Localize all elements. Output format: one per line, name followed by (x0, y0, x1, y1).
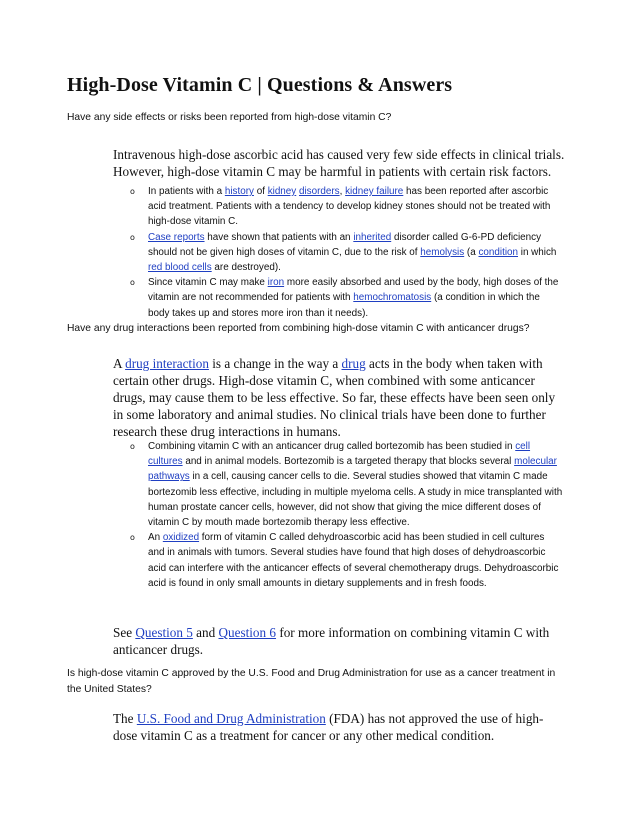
link-kidney[interactable]: kidney (267, 186, 297, 197)
list-item: o Case reports have shown that patients with an inherited disorder called G-6-PD deficiency should not be given high doses of vitamin C, due to the risk of hemolysis (a condition in which red blood cells are destroyed). (130, 231, 557, 274)
link-oxidized[interactable]: oxidized (162, 532, 200, 544)
link-case-reports[interactable]: Case reports (148, 231, 205, 243)
answer-side-effects: Intravenous high-dose ascorbic acid has caused very few side effects in clinical trials. However, high-dose vitamin C may be harmful in patients with certain risk factors. (113, 147, 565, 179)
link-molecular-pathways[interactable]: molecular pathways (148, 456, 557, 483)
question-drug-interactions: Have any drug interactions been reported from combining high-dose vitamin C with anticancer drugs? (67, 323, 530, 334)
link-cell-cultures[interactable]: cell cultures (148, 441, 531, 468)
list-item: o Since vitamin C may make iron more easily absorbed and used by the body, high doses of the vitamin are not recommended for patients with hemochromatosis (a condition in which the body takes up and stores more iron than it needs). (130, 277, 559, 319)
link-disorders[interactable]: disorders (298, 186, 340, 197)
answer-see-questions: See Question 5 and Question 6 for more information on combining vitamin C with anticancer drugs. (113, 625, 550, 657)
bullet-marker: o (130, 232, 135, 242)
question-fda-approval: Is high-dose vitamin C approved by the U.S. Food and Drug Administration for use as a cancer treatment in the United States? (67, 668, 556, 695)
answer-fda-approval: The U.S. Food and Drug Administration (FDA) has not approved the use of high-dose vitamin C as a treatment for cancer or any other medical condition. (113, 711, 544, 743)
answer-drug-interactions: A drug interaction is a change in the way a drug acts in the body when taken with certain other drugs. High-dose vitamin C, when combined with some anticancer drugs, may cause them to be less effective. So far, these effects have been seen only in some laboratory and animal studies. No clinical trials have been done to further research these drug interactions in humans. (113, 356, 556, 439)
bullet-marker: o (130, 278, 135, 288)
link-fda[interactable]: U.S. Food and Drug Administration (136, 711, 326, 726)
bullet-marker: o (130, 442, 135, 451)
link-question-6[interactable]: Question 6 (218, 625, 277, 640)
link-drug[interactable]: drug (341, 356, 366, 371)
link-inherited[interactable]: inherited (353, 231, 392, 243)
link-iron[interactable]: iron (267, 277, 285, 289)
bullet-marker: o (130, 533, 135, 543)
drug-interactions-list (113, 439, 563, 591)
page-title: High-Dose Vitamin C | Questions & Answers (67, 74, 453, 96)
link-kidney-failure[interactable]: kidney failure (345, 186, 404, 197)
question-side-effects: Have any side effects or risks been reported from high-dose vitamin C? (67, 112, 392, 123)
link-condition[interactable]: condition (478, 246, 518, 258)
link-history[interactable]: history (224, 186, 254, 197)
side-effects-list (113, 184, 563, 321)
bullet-marker: o (130, 187, 135, 196)
list-item: o Combining vitamin C with an anticancer drug called bortezomib has been studied in cell cultures and in animal models. Bortezomib is a targeted therapy that blocks several molecular pathways in a cell, causing cancer cells to die. Several studies showed that vitamin C made bortezomib less effective, including in multiple myeloma cells. A study in mice transplanted with human prostate cancer cells, however, did not show that giving the mice different doses of vitamin C by mouth made bortezomib therapy less effective. (130, 441, 563, 529)
link-hemochromatosis[interactable]: hemochromatosis (353, 292, 432, 304)
link-hemolysis[interactable]: hemolysis (420, 246, 465, 258)
list-item: o In patients with a history of kidney disorders, kidney failure has been reported after ascorbic acid treatment. Patients with a tendency to develop kidney stones should not be treated with high-dose vitamin C. (130, 186, 551, 228)
link-question-5[interactable]: Question 5 (135, 625, 193, 640)
link-red-blood-cells[interactable]: red blood cells (148, 262, 212, 274)
list-item: o An oxidized form of vitamin C called dehydroascorbic acid has been studied in cell cultures and in animals with tumors. Several studies have found that high doses of dehydroascorbic acid can interfere with the anticancer effects of several chemotherapy drugs. Dehydroascorbic acid is found in only small amounts in dietary supplements and in fresh foods. (130, 532, 559, 589)
link-drug-interaction[interactable]: drug interaction (125, 356, 209, 371)
